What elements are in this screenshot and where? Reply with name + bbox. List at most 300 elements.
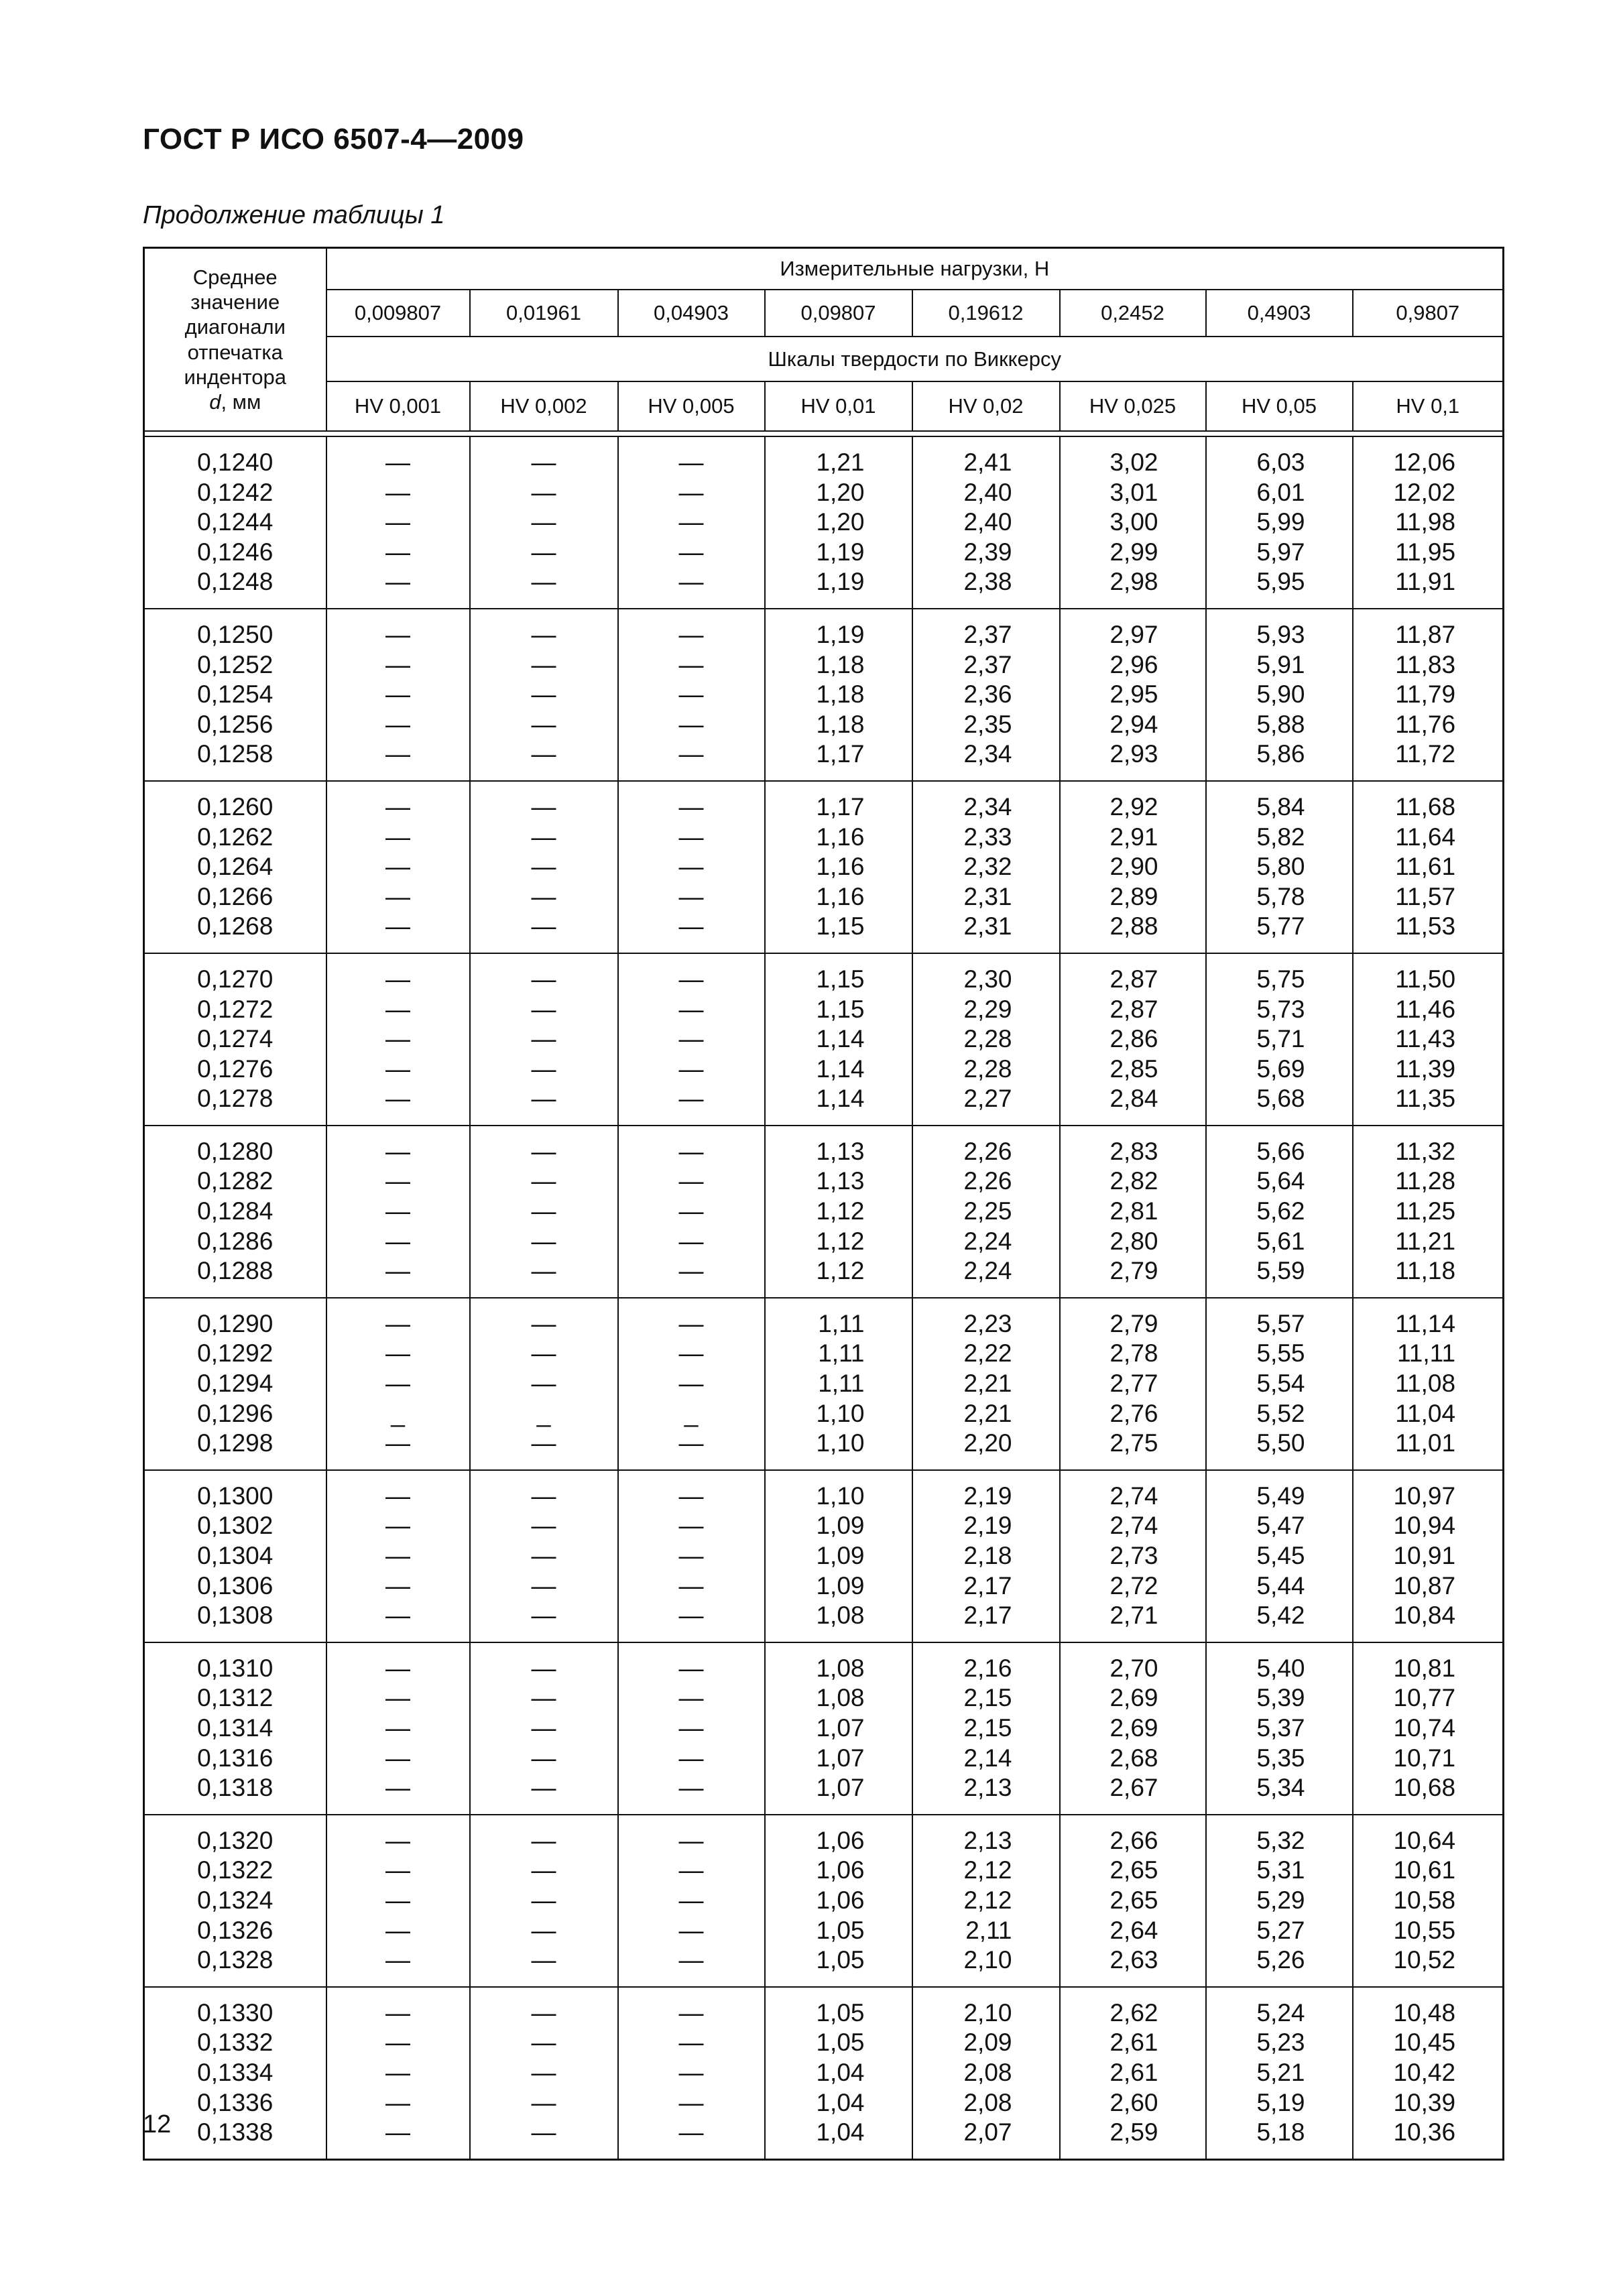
hardness-value-cell: 2,36 (912, 680, 1060, 710)
hardness-value-cell: 2,40 (912, 478, 1060, 508)
hardness-value-cell: 2,74 (1060, 1511, 1206, 1541)
table-row (144, 1054, 1504, 1085)
hardness-cell-empty: — (618, 1856, 765, 1886)
table-row (144, 781, 1504, 823)
hardness-value-cell: 2,10 (912, 1987, 1060, 2029)
hardness-value-cell: 1,07 (765, 1744, 912, 1774)
diameter-cell: 0,1258 (144, 739, 326, 781)
diameter-cell: 0,1286 (144, 1227, 326, 1257)
hardness-cell-empty: — (618, 1886, 765, 1916)
table-row (144, 2058, 1504, 2088)
table-row (144, 2118, 1504, 2159)
table-row (144, 680, 1504, 710)
hardness-cell-empty: — (470, 912, 618, 953)
hardness-cell-empty: — (470, 1166, 618, 1197)
hardness-value-cell: 5,55 (1206, 1339, 1353, 1369)
diameter-cell: 0,1330 (144, 1987, 326, 2029)
hardness-cell-empty: — (326, 680, 470, 710)
page-number: 12 (143, 2110, 172, 2138)
hardness-cell-empty: — (326, 781, 470, 823)
table-row (144, 1886, 1504, 1916)
hardness-value-cell: 11,18 (1353, 1256, 1504, 1298)
hardness-value-cell: 2,62 (1060, 1987, 1206, 2029)
diameter-cell: 0,1318 (144, 1773, 326, 1815)
hardness-cell-empty: — (326, 1298, 470, 1339)
hardness-cell-empty: — (470, 739, 618, 781)
hardness-value-cell: 1,16 (765, 882, 912, 912)
hardness-value-cell: 2,11 (912, 1916, 1060, 1946)
diameter-cell: 0,1334 (144, 2058, 326, 2088)
diameter-cell: 0,1248 (144, 567, 326, 609)
hardness-cell-empty: — (326, 1227, 470, 1257)
hardness-cell-empty: — (326, 1054, 470, 1085)
hardness-value-cell: 2,09 (912, 2028, 1060, 2058)
hardness-value-cell: 1,08 (765, 1642, 912, 1684)
hardness-value-cell: 1,10 (765, 1429, 912, 1470)
row-group (144, 1815, 1504, 1987)
table-row (144, 436, 1504, 478)
hardness-cell-empty: — (618, 1126, 765, 1167)
hardness-value-cell: 5,71 (1206, 1024, 1353, 1054)
hardness-value-cell: 2,92 (1060, 781, 1206, 823)
hardness-value-cell: 2,79 (1060, 1298, 1206, 1339)
hardness-value-cell: 5,90 (1206, 680, 1353, 710)
row-group (144, 436, 1504, 609)
hardness-cell-empty: — (326, 1815, 470, 1856)
hardness-cell-empty: — (470, 609, 618, 650)
hardness-value-cell: 2,39 (912, 538, 1060, 568)
hardness-value-cell: 2,78 (1060, 1339, 1206, 1369)
table-row (144, 1298, 1504, 1339)
hardness-value-cell: 2,07 (912, 2118, 1060, 2159)
hardness-value-cell: 11,91 (1353, 567, 1504, 609)
hardness-value-cell: 1,19 (765, 538, 912, 568)
hardness-value-cell: 6,01 (1206, 478, 1353, 508)
hardness-value-cell: 11,98 (1353, 507, 1504, 538)
hardness-cell-empty: — (470, 1815, 618, 1856)
hardness-value-cell: 11,72 (1353, 739, 1504, 781)
hardness-value-cell: 2,93 (1060, 739, 1206, 781)
header-double-rule (144, 431, 1504, 436)
hardness-cell-empty: — (618, 1713, 765, 1744)
hardness-cell-empty: — (618, 1054, 765, 1085)
row-group (144, 953, 1504, 1126)
hardness-value-cell: 2,82 (1060, 1166, 1206, 1197)
hardness-cell-empty: — (470, 1298, 618, 1339)
hardness-value-cell: 2,31 (912, 882, 1060, 912)
table-row (144, 1642, 1504, 1684)
table-row (144, 650, 1504, 680)
hardness-value-cell: 2,61 (1060, 2058, 1206, 2088)
hardness-cell-empty: — (326, 1744, 470, 1774)
table-row (144, 739, 1504, 781)
table-row (144, 1773, 1504, 1815)
hardness-cell-empty: — (326, 1571, 470, 1602)
hardness-value-cell: 1,18 (765, 650, 912, 680)
hardness-value-cell: 5,27 (1206, 1916, 1353, 1946)
hardness-value-cell: 2,13 (912, 1773, 1060, 1815)
hardness-value-cell: 6,03 (1206, 436, 1353, 478)
hardness-cell-empty: — (326, 1773, 470, 1815)
hardness-value-cell: 1,06 (765, 1815, 912, 1856)
hardness-value-cell: 5,24 (1206, 1987, 1353, 2029)
hardness-value-cell: 5,97 (1206, 538, 1353, 568)
hardness-value-cell: 1,19 (765, 609, 912, 650)
hardness-cell-empty: — (470, 1256, 618, 1298)
hardness-value-cell: 2,69 (1060, 1713, 1206, 1744)
hardness-cell-empty: — (618, 852, 765, 882)
hardness-value-cell: 2,69 (1060, 1683, 1206, 1713)
hardness-value-cell: 10,71 (1353, 1744, 1504, 1774)
diameter-cell: 0,1294 (144, 1369, 326, 1399)
hardness-value-cell: 1,09 (765, 1571, 912, 1602)
hardness-cell-empty: — (326, 1339, 470, 1369)
hardness-cell-empty: — (470, 1642, 618, 1684)
diameter-cell: 0,1272 (144, 995, 326, 1025)
hardness-value-cell: 2,14 (912, 1744, 1060, 1774)
diameter-cell: 0,1282 (144, 1166, 326, 1197)
hardness-value-cell: 1,12 (765, 1256, 912, 1298)
table-row (144, 1541, 1504, 1571)
hardness-cell-empty: — (618, 680, 765, 710)
hardness-value-cell: 1,06 (765, 1886, 912, 1916)
hardness-value-cell: 10,48 (1353, 1987, 1504, 2029)
hardness-cell-empty: — (470, 2028, 618, 2058)
hardness-value-cell: 5,35 (1206, 1744, 1353, 1774)
hardness-value-cell: 1,19 (765, 567, 912, 609)
hardness-cell-empty: — (470, 1054, 618, 1085)
hardness-value-cell: 1,04 (765, 2118, 912, 2159)
hardness-value-cell: 11,04 (1353, 1399, 1504, 1429)
table-row (144, 609, 1504, 650)
hardness-value-cell: 11,64 (1353, 823, 1504, 853)
hardness-value-cell: 2,87 (1060, 995, 1206, 1025)
hardness-value-cell: 5,42 (1206, 1601, 1353, 1642)
row-group (144, 781, 1504, 953)
hardness-cell-empty: — (470, 567, 618, 609)
hardness-value-cell: 11,11 (1353, 1339, 1504, 1369)
hardness-cell-empty: — (326, 1084, 470, 1126)
hardness-value-cell: 10,87 (1353, 1571, 1504, 1602)
hardness-cell-empty: — (470, 1126, 618, 1167)
hardness-scale-header: HV 0,05 (1206, 381, 1353, 431)
hardness-cell-empty: — (618, 1744, 765, 1774)
hardness-value-cell: 5,34 (1206, 1773, 1353, 1815)
diameter-cell: 0,1326 (144, 1916, 326, 1946)
hardness-value-cell: 2,10 (912, 1945, 1060, 1987)
hardness-cell-empty: — (618, 1298, 765, 1339)
vickers-hardness-table (143, 247, 1504, 2161)
diameter-cell: 0,1300 (144, 1470, 326, 1512)
hardness-cell-empty: — (618, 912, 765, 953)
hardness-cell-empty: — (470, 1713, 618, 1744)
hardness-value-cell: 10,97 (1353, 1470, 1504, 1512)
row-group (144, 1987, 1504, 2159)
hardness-cell-empty: — (618, 436, 765, 478)
load-value-header: 0,2452 (1060, 290, 1206, 337)
hardness-value-cell: 1,15 (765, 995, 912, 1025)
hardness-cell-empty: — (470, 1744, 618, 1774)
table-row (144, 1369, 1504, 1399)
diameter-cell: 0,1278 (144, 1084, 326, 1126)
table-row (144, 1815, 1504, 1856)
hardness-value-cell: 2,95 (1060, 680, 1206, 710)
hardness-value-cell: 2,60 (1060, 2088, 1206, 2118)
hardness-value-cell: 2,80 (1060, 1227, 1206, 1257)
diameter-cell: 0,1298 (144, 1429, 326, 1470)
hardness-cell-empty: — (618, 739, 765, 781)
hardness-value-cell: 2,67 (1060, 1773, 1206, 1815)
diameter-cell: 0,1308 (144, 1601, 326, 1642)
hardness-value-cell: 1,12 (765, 1227, 912, 1257)
hardness-cell-empty: — (470, 882, 618, 912)
hardness-value-cell: 10,55 (1353, 1916, 1504, 1946)
diameter-cell: 0,1288 (144, 1256, 326, 1298)
hardness-value-cell: 1,14 (765, 1084, 912, 1126)
hardness-value-cell: 5,84 (1206, 781, 1353, 823)
hardness-value-cell: 5,82 (1206, 823, 1353, 853)
hardness-value-cell: 11,95 (1353, 538, 1504, 568)
hardness-value-cell: 2,68 (1060, 1744, 1206, 1774)
hardness-cell-empty: — (470, 2058, 618, 2088)
diameter-cell: 0,1270 (144, 953, 326, 995)
hardness-value-cell: 11,76 (1353, 710, 1504, 740)
hardness-value-cell: 5,19 (1206, 2088, 1353, 2118)
hardness-cell-empty: — (326, 912, 470, 953)
hardness-value-cell: 1,08 (765, 1601, 912, 1642)
hardness-cell-empty: — (326, 1886, 470, 1916)
hardness-value-cell: 5,77 (1206, 912, 1353, 953)
hardness-value-cell: 5,21 (1206, 2058, 1353, 2088)
hardness-value-cell: 11,28 (1353, 1166, 1504, 1197)
hardness-cell-empty: — (326, 1683, 470, 1713)
hardness-value-cell: 10,36 (1353, 2118, 1504, 2159)
hardness-value-cell: 11,14 (1353, 1298, 1504, 1339)
hardness-cell-empty: — (618, 1601, 765, 1642)
hardness-value-cell: 5,59 (1206, 1256, 1353, 1298)
load-value-header: 0,4903 (1206, 290, 1353, 337)
hardness-value-cell: 10,64 (1353, 1815, 1504, 1856)
table-row (144, 823, 1504, 853)
hardness-value-cell: 2,41 (912, 436, 1060, 478)
hardness-value-cell: 10,84 (1353, 1601, 1504, 1642)
hardness-cell-empty: — (618, 995, 765, 1025)
hardness-value-cell: 2,16 (912, 1642, 1060, 1684)
diameter-cell: 0,1260 (144, 781, 326, 823)
hardness-cell-empty: — (470, 781, 618, 823)
hardness-value-cell: 3,00 (1060, 507, 1206, 538)
hardness-scale-header: HV 0,01 (765, 381, 912, 431)
hardness-cell-empty: — (470, 1470, 618, 1512)
load-value-header: 0,01961 (470, 290, 618, 337)
hardness-cell-empty: — (470, 1987, 618, 2029)
hardness-cell-empty: — (618, 1541, 765, 1571)
hardness-value-cell: 11,46 (1353, 995, 1504, 1025)
document-header: ГОСТ Р ИСО 6507-4—2009 (143, 123, 524, 156)
hardness-value-cell: 2,61 (1060, 2028, 1206, 2058)
table-header (144, 248, 1504, 437)
hardness-value-cell: 12,02 (1353, 478, 1504, 508)
hardness-cell-empty: — (470, 1084, 618, 1126)
hardness-cell-empty: — (618, 609, 765, 650)
table-row (144, 507, 1504, 538)
load-value-header: 0,04903 (618, 290, 765, 337)
hardness-cell-empty: — (470, 1024, 618, 1054)
hardness-cell-empty: — (618, 478, 765, 508)
hardness-value-cell: 10,61 (1353, 1856, 1504, 1886)
hardness-cell-empty: — (326, 478, 470, 508)
hardness-value-cell: 5,64 (1206, 1166, 1353, 1197)
load-value-header: 0,9807 (1353, 290, 1504, 337)
hardness-value-cell: 10,74 (1353, 1713, 1504, 1744)
table-row (144, 1601, 1504, 1642)
table-row (144, 912, 1504, 953)
hardness-cell-empty: — (326, 1601, 470, 1642)
hardness-value-cell: 1,15 (765, 912, 912, 953)
hardness-cell-empty: — (326, 2118, 470, 2159)
hardness-value-cell: 2,12 (912, 1886, 1060, 1916)
diameter-cell: 0,1264 (144, 852, 326, 882)
table-row (144, 1429, 1504, 1470)
row-group (144, 609, 1504, 781)
diameter-cell: 0,1336 (144, 2088, 326, 2118)
hardness-cell-empty: — (326, 2028, 470, 2058)
hardness-cell-empty: — (326, 852, 470, 882)
hardness-cell-empty: — (326, 2058, 470, 2088)
hardness-value-cell: 2,74 (1060, 1470, 1206, 1512)
hardness-cell-empty: — (326, 1916, 470, 1946)
hardness-cell-empty: — (326, 567, 470, 609)
hardness-value-cell: 5,99 (1206, 507, 1353, 538)
hardness-value-cell: 2,76 (1060, 1399, 1206, 1429)
hardness-cell-empty: — (618, 1642, 765, 1684)
diameter-cell: 0,1328 (144, 1945, 326, 1987)
hardness-cell-empty: _ (326, 1399, 470, 1429)
hardness-value-cell: 2,26 (912, 1166, 1060, 1197)
hardness-value-cell: 1,07 (765, 1713, 912, 1744)
hardness-value-cell: 2,15 (912, 1683, 1060, 1713)
hardness-value-cell: 5,26 (1206, 1945, 1353, 1987)
hardness-value-cell: 1,04 (765, 2088, 912, 2118)
hardness-value-cell: 2,90 (1060, 852, 1206, 882)
diameter-cell: 0,1310 (144, 1642, 326, 1684)
table-row (144, 1339, 1504, 1369)
hardness-value-cell: 2,94 (1060, 710, 1206, 740)
hardness-cell-empty: — (470, 1369, 618, 1399)
load-value-header: 0,19612 (912, 290, 1060, 337)
table-row (144, 1084, 1504, 1126)
hardness-value-cell: 11,32 (1353, 1126, 1504, 1167)
hardness-cell-empty: — (326, 507, 470, 538)
hardness-value-cell: 3,01 (1060, 478, 1206, 508)
hardness-cell-empty: — (618, 2088, 765, 2118)
hardness-cell-empty: — (618, 1369, 765, 1399)
hardness-cell-empty: — (618, 1511, 765, 1541)
hardness-value-cell: 2,63 (1060, 1945, 1206, 1987)
hardness-cell-empty: — (470, 1339, 618, 1369)
hardness-value-cell: 3,02 (1060, 436, 1206, 478)
hardness-value-cell: 1,13 (765, 1166, 912, 1197)
hardness-cell-empty: — (618, 1916, 765, 1946)
hardness-value-cell: 5,44 (1206, 1571, 1353, 1602)
hardness-value-cell: 5,93 (1206, 609, 1353, 650)
table-row (144, 1945, 1504, 1987)
table-row (144, 995, 1504, 1025)
hardness-value-cell: 2,75 (1060, 1429, 1206, 1470)
table-row (144, 1197, 1504, 1227)
diameter-cell: 0,1292 (144, 1339, 326, 1369)
hardness-value-cell: 5,37 (1206, 1713, 1353, 1744)
hardness-cell-empty: — (618, 882, 765, 912)
hardness-value-cell: 2,13 (912, 1815, 1060, 1856)
hardness-value-cell: 11,83 (1353, 650, 1504, 680)
hardness-cell-empty: — (470, 680, 618, 710)
hardness-cell-empty: — (326, 2088, 470, 2118)
load-value-header: 0,009807 (326, 290, 470, 337)
diameter-cell: 0,1246 (144, 538, 326, 568)
diameter-cell: 0,1312 (144, 1683, 326, 1713)
hardness-cell-empty: — (618, 1773, 765, 1815)
hardness-cell-empty: — (326, 609, 470, 650)
hardness-value-cell: 1,11 (765, 1369, 912, 1399)
hardness-value-cell: 10,81 (1353, 1642, 1504, 1684)
table-row (144, 1399, 1504, 1429)
table-row (144, 1126, 1504, 1167)
hardness-value-cell: 10,58 (1353, 1886, 1504, 1916)
hardness-cell-empty: — (618, 1084, 765, 1126)
hardness-value-cell: 11,01 (1353, 1429, 1504, 1470)
hardness-cell-empty: — (326, 1166, 470, 1197)
hardness-value-cell: 10,94 (1353, 1511, 1504, 1541)
table-row (144, 710, 1504, 740)
hardness-value-cell: 5,61 (1206, 1227, 1353, 1257)
hardness-cell-empty: — (326, 710, 470, 740)
table-row (144, 1713, 1504, 1744)
hardness-value-cell: 2,64 (1060, 1916, 1206, 1946)
diameter-cell: 0,1242 (144, 478, 326, 508)
hardness-cell-empty: — (470, 1429, 618, 1470)
hardness-value-cell: 5,91 (1206, 650, 1353, 680)
hardness-value-cell: 1,13 (765, 1126, 912, 1167)
loads-row (144, 290, 1504, 337)
hardness-value-cell: 2,18 (912, 1541, 1060, 1571)
hardness-value-cell: 2,35 (912, 710, 1060, 740)
hardness-value-cell: 2,91 (1060, 823, 1206, 853)
hardness-cell-empty: — (618, 1339, 765, 1369)
hardness-value-cell: 1,10 (765, 1399, 912, 1429)
hardness-value-cell: 11,79 (1353, 680, 1504, 710)
hardness-value-cell: 2,17 (912, 1571, 1060, 1602)
table-row (144, 478, 1504, 508)
hardness-value-cell: 5,45 (1206, 1541, 1353, 1571)
hardness-value-cell: 1,14 (765, 1024, 912, 1054)
hardness-value-cell: 2,24 (912, 1256, 1060, 1298)
hardness-value-cell: 1,05 (765, 1945, 912, 1987)
hardness-cell-empty: — (470, 953, 618, 995)
diameter-cell: 0,1254 (144, 680, 326, 710)
row-group (144, 1642, 1504, 1815)
hardness-value-cell: 2,29 (912, 995, 1060, 1025)
hardness-cell-empty: — (470, 650, 618, 680)
hardness-value-cell: 2,19 (912, 1511, 1060, 1541)
hardness-cell-empty: — (470, 1856, 618, 1886)
hardness-cell-empty: — (618, 953, 765, 995)
hardness-value-cell: 5,31 (1206, 1856, 1353, 1886)
table-row (144, 1856, 1504, 1886)
hardness-value-cell: 1,09 (765, 1511, 912, 1541)
hardness-value-cell: 2,77 (1060, 1369, 1206, 1399)
row-group (144, 1126, 1504, 1298)
